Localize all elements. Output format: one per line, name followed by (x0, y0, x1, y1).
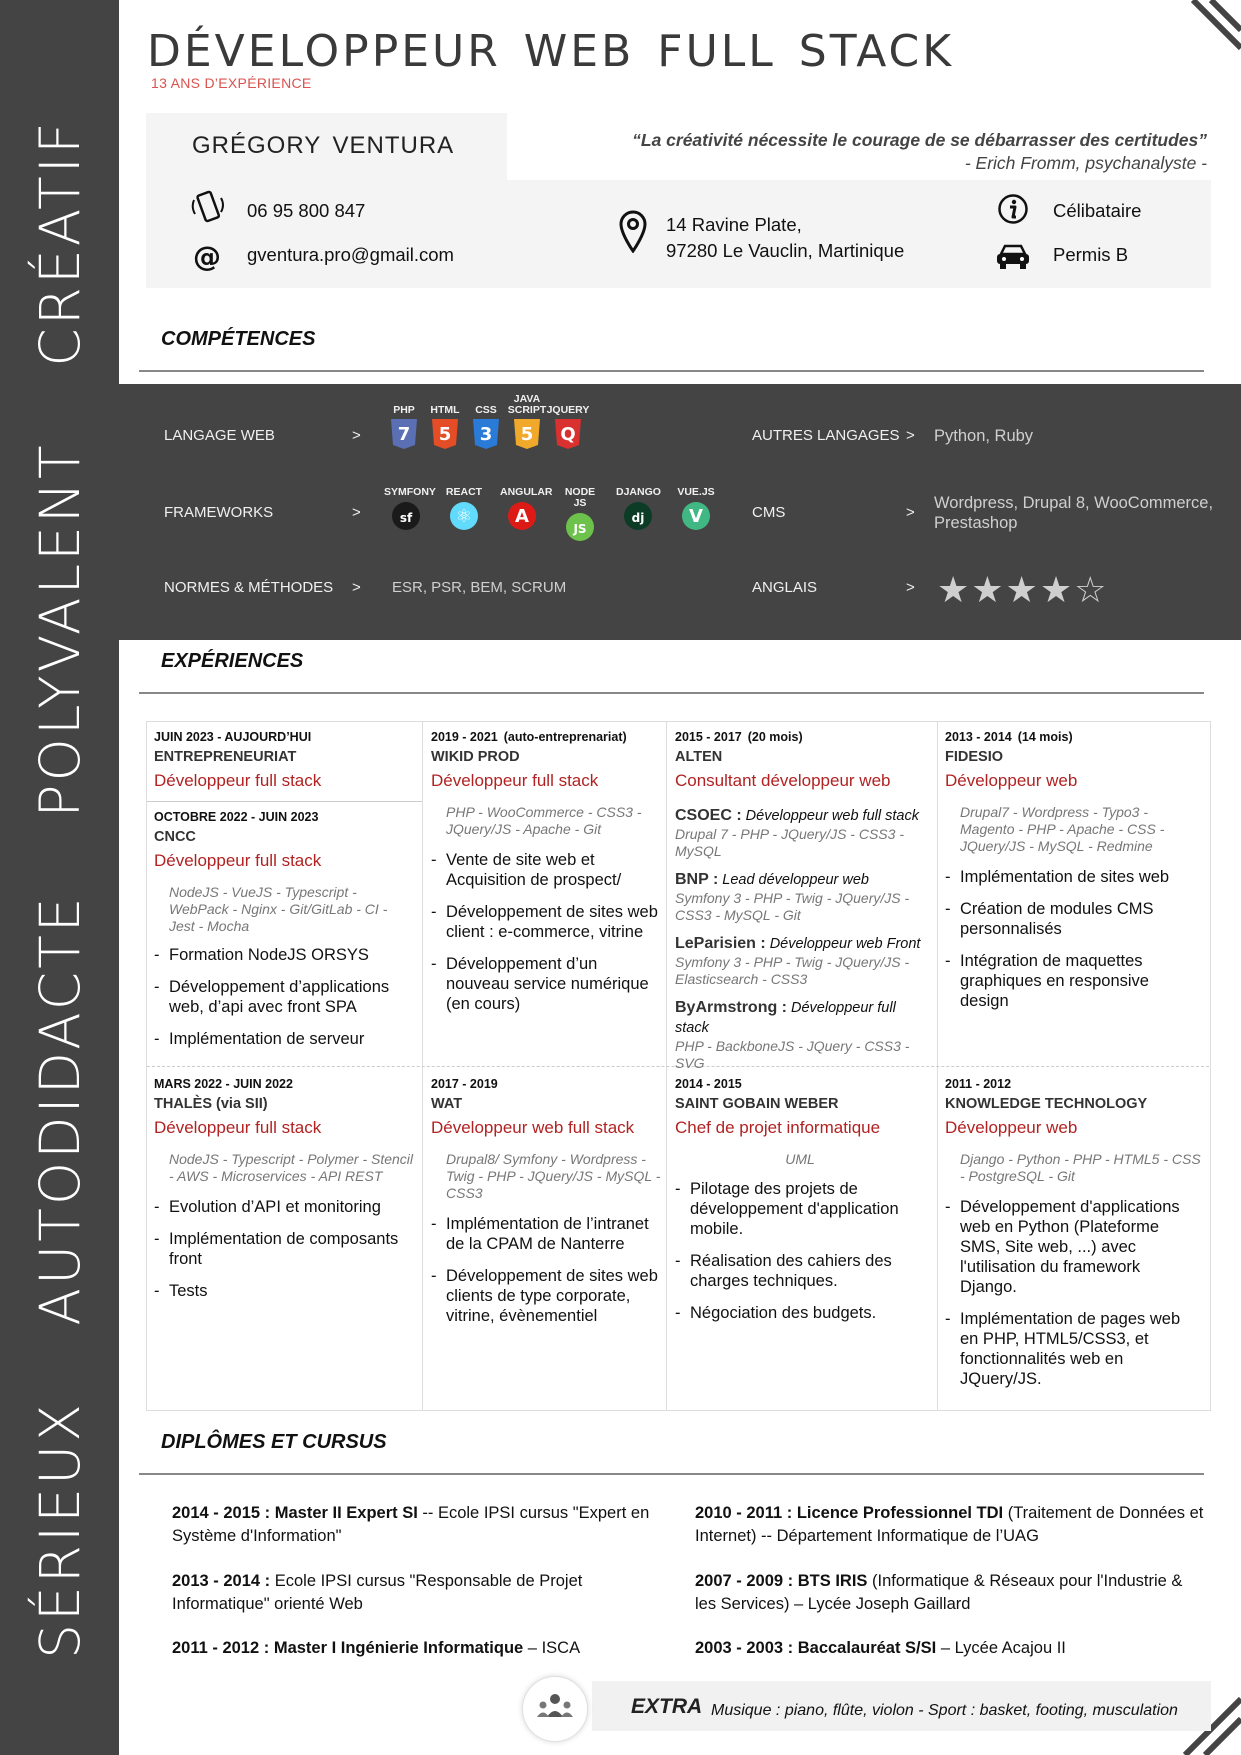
experience-company: WIKID PROD (431, 749, 520, 765)
diploma-item (172, 1502, 662, 1548)
mission-tags: Symfony 3 - PHP - Twig - JQuery/JS - CSS3 - MySQL - Git (675, 890, 910, 923)
experience-company: WAT (431, 1096, 463, 1112)
location-pin-icon (618, 209, 648, 253)
tech-name: VUE.JS (677, 486, 715, 498)
experience-fidesio (945, 730, 1201, 1023)
tech-badge-icon (391, 500, 421, 532)
diploma-item (695, 1570, 1205, 1616)
experience-bullets (945, 1197, 1201, 1389)
diploma-item (172, 1570, 662, 1616)
diploma-item (695, 1637, 1205, 1660)
tech-html-logo (423, 405, 467, 450)
experience-role: Développeur web full stack (431, 1118, 635, 1137)
bullet-item: - Implémentation de sites web (945, 867, 1201, 887)
mission-company: BNP : (675, 871, 719, 888)
page-subtitle: 13 ANS D’EXPÉRIENCE (151, 75, 312, 91)
svg-text:3: 3 (479, 424, 493, 445)
bullet-item: - Développement d'applications web en Python (Plateforme SMS, Site web, ...) avec l'utilisation du framework Django. (945, 1197, 1201, 1297)
diploma-title: 2014 - 2015 : Master II Expert SI (172, 1504, 418, 1522)
people-icon (523, 1677, 587, 1741)
diploma-detail: Ecole IPSI cursus "Responsable de Projet Informatique" orienté Web (172, 1572, 583, 1613)
experience-tags: Drupal8/ Symfony - Wordpress - Twig - PHP - JQuery/JS - MySQL - CSS3 (446, 1151, 661, 1201)
diploma-detail: -- Ecole IPSI cursus "Expert en Système d'Information" (172, 1504, 650, 1545)
bullet-item: - Développement de sites web client : e-commerce, vitrine (431, 902, 661, 942)
experience-date (431, 730, 661, 745)
tech-java-script-logo (505, 394, 549, 450)
experience-tags: NodeJS - VueJS - Typescript - WebPack - Nginx - Git/GitLab - CI - Jest - Mocha (169, 884, 388, 934)
bullet-item: - Développement de sites web clients de type corporate, vitrine, évènementiel (431, 1266, 661, 1326)
mission-company: ByArmstrong : (675, 999, 788, 1016)
marital-status: Célibataire (1053, 200, 1142, 221)
svg-text:JS: JS (573, 522, 587, 536)
experience-wat (431, 1077, 661, 1338)
experience-tags: Drupal7 - Wordpress - Typo3 - Magento - PHP - Apache - CSS - JQuery/JS - MySQL - Redmine (960, 804, 1165, 854)
tech-name: JQUERY (546, 404, 590, 416)
bullet-item: - Pilotage des projets de développement d'application mobile. (675, 1179, 925, 1239)
experience-bullets (154, 945, 416, 1049)
skill-arrow: > (906, 427, 915, 444)
diploma-detail: (Traitement de Données et Internet) -- Département Informatique de l’UAG (695, 1504, 1204, 1545)
experience-tags: PHP - WooCommerce - CSS3 - JQuery/JS - Apache - Git (446, 804, 642, 837)
bullet-item: - Implémentation de composants front (154, 1229, 416, 1269)
address-line-1: 14 Ravine Plate, (666, 214, 802, 235)
experience-tags: UML (785, 1151, 815, 1167)
experience-tags: Django - Python - PHP - HTML5 - CSS - PostgreSQL - Git (960, 1151, 1201, 1184)
section-title-extra: EXTRA (631, 1695, 703, 1718)
experience-saint-gobain (675, 1077, 925, 1335)
experience-role: Consultant développeur web (675, 771, 891, 790)
tech-badge-icon (430, 418, 460, 450)
section-title-competences: COMPÉTENCES (161, 328, 316, 350)
experience-date: 2011 - 2012 (945, 1077, 1012, 1091)
svg-text:V: V (689, 506, 703, 527)
bullet-item: - Implémentation de pages web en PHP, HTML5/CSS3, et fonctionnalités web en JQuery/JS. (945, 1309, 1201, 1389)
svg-text:7: 7 (397, 424, 411, 445)
quote-author: - Erich Fromm, psychanalyste - (964, 153, 1207, 173)
skill-label-web: LANGAGE WEB (164, 427, 275, 444)
bullet-item: - Développement d’un nouveau service numérique (en cours) (431, 954, 661, 1014)
section-title-experiences: EXPÉRIENCES (161, 650, 304, 672)
sidebar-word-creatif: CRÉATIF (28, 119, 92, 367)
section-title-diplomas: DIPLÔMES ET CURSUS (161, 1431, 387, 1453)
bullet-item: - Formation NodeJS ORSYS (154, 945, 416, 965)
experience-role: Développeur full stack (154, 1118, 322, 1137)
tech-react-logo (442, 487, 486, 532)
mission-csoec (675, 806, 932, 860)
svg-text:5: 5 (520, 424, 534, 445)
experience-company: KNOWLEDGE TECHNOLOGY (945, 1096, 1148, 1112)
svg-text:5: 5 (438, 424, 452, 445)
tech-name: PHP (393, 404, 415, 416)
tech-django-logo (616, 487, 660, 532)
experience-entreprenariat (154, 730, 416, 792)
skill-value-other: Python, Ruby (934, 427, 1034, 445)
mission-tags: Drupal 7 - PHP - JQuery/JS - CSS3 - MySQL (675, 826, 904, 859)
date-range: 2015 - 2017 (675, 730, 742, 744)
info-icon (997, 193, 1029, 225)
diploma-detail: – Lycée Acajou II (936, 1639, 1066, 1657)
skill-value-cms: Wordpress, Drupal 8, WooCommerce, Prestashop (934, 494, 1214, 532)
skill-value-norms: ESR, PSR, BEM, SCRUM (392, 579, 567, 596)
mission-role: Développeur web Front (769, 936, 921, 952)
experience-company: ALTEN (675, 749, 723, 765)
experience-wikid-prod (431, 730, 661, 1026)
sidebar-word-autodidacte: AUTODIDACTE (28, 894, 92, 1326)
skill-label-english: ANGLAIS (752, 579, 818, 596)
tech-angular-logo (500, 486, 553, 532)
skill-label-frameworks: FRAMEWORKS (164, 504, 274, 521)
diploma-title: 2013 - 2014 : (172, 1572, 271, 1590)
bullet-item: - Implémentation de l’intranet de la CPAM de Nanterre (431, 1214, 661, 1254)
tech-vue.js-logo (674, 487, 718, 532)
experience-role: Développeur full stack (154, 771, 322, 790)
bullet-item: - Implémentation de serveur (154, 1029, 416, 1049)
tech-badge-icon (512, 418, 542, 450)
experience-date: 2017 - 2019 (431, 1077, 498, 1091)
svg-text:Q: Q (560, 424, 576, 445)
skill-arrow: > (906, 504, 915, 521)
extra-badge (522, 1676, 588, 1742)
skill-arrow: > (352, 504, 361, 521)
quote-text: “La créativité nécessite le courage de se débarrasser des certitudes” (632, 130, 1207, 150)
tech-badge-icon (507, 500, 537, 532)
tech-badge-icon (449, 500, 479, 532)
svg-text:⚛: ⚛ (455, 506, 473, 527)
diploma-title: 2003 - 2003 : Baccalauréat S/SI (695, 1639, 937, 1657)
tech-name: NODE JS (564, 486, 596, 509)
tech-badge-icon (681, 500, 711, 532)
diploma-item (695, 1502, 1205, 1548)
tech-name: SYMFONY (384, 486, 436, 498)
experience-company: CNCC (154, 829, 196, 845)
mission-tags: PHP - BackboneJS - JQuery - CSS3 - SVG (675, 1038, 910, 1071)
sidebar-word-polyvalent: POLYVALENT (28, 442, 92, 818)
section-divider (139, 692, 1204, 694)
date-note: (auto-entreprenariat) (503, 730, 627, 744)
tech-php-logo (382, 405, 426, 450)
grid-divider (147, 801, 422, 803)
date-range: 2013 - 2014 (945, 730, 1012, 744)
skill-label-other: AUTRES LANGAGES (752, 427, 900, 444)
experience-tags: NodeJS - Typescript - Polymer - Stencil - AWS - Microservices - API REST (169, 1151, 414, 1184)
address-line-2: 97280 Le Vauclin, Martinique (666, 240, 905, 261)
experience-date: OCTOBRE 2022 - JUIN 2023 (154, 810, 319, 824)
page-title: DÉVELOPPEUR WEB FULL STACK (147, 26, 955, 77)
svg-text:sf: sf (399, 511, 413, 525)
tech-badge-icon (623, 500, 653, 532)
skill-label-norms: NORMES & MÉTHODES (164, 579, 334, 596)
diploma-item (172, 1637, 662, 1660)
bullet-item: - Vente de site web et Acquisition de prospect/ (431, 850, 661, 890)
tech-name: JAVA SCRIPT (507, 393, 547, 416)
phone-number[interactable]: 06 95 800 847 (247, 200, 366, 221)
experience-role: Développeur full stack (154, 851, 322, 870)
tech-name: DJANGO (616, 486, 661, 498)
driving-license: Permis B (1053, 244, 1129, 265)
experience-company: SAINT GOBAIN WEBER (675, 1096, 839, 1112)
phone-icon (190, 190, 226, 224)
sidebar-word-serieux: SÉRIEUX (28, 1401, 92, 1659)
experience-thales (154, 1077, 416, 1313)
tech-name: ANGULAR (500, 486, 553, 498)
mission-byarmstrong (675, 998, 932, 1072)
experience-knowledge-technology (945, 1077, 1201, 1401)
experience-cncc (154, 810, 416, 1061)
tech-badge-icon (471, 418, 501, 450)
experience-role: Développeur web (945, 1118, 1078, 1137)
english-rating-stars: ★★★★☆ (937, 569, 1109, 610)
mission-company: LeParisien : (675, 935, 766, 952)
tech-symfony-logo (384, 486, 436, 532)
corner-decoration-top (1185, 0, 1241, 56)
experience-company: THALÈS (via SII) (154, 1096, 268, 1112)
tech-name: REACT (445, 486, 483, 498)
mission-bnp (675, 870, 932, 924)
tech-badge-icon (553, 418, 583, 450)
experience-date: 2014 - 2015 (675, 1077, 742, 1091)
bullet-item: - Réalisation des cahiers des charges techniques. (675, 1251, 925, 1291)
experience-company: FIDESIO (945, 749, 1004, 765)
tech-node-js-logo (558, 487, 602, 543)
bullet-item: - Développement d’applications web, d’api avec front SPA (154, 977, 416, 1017)
mission-leparisien (675, 934, 932, 988)
skill-arrow: > (906, 579, 915, 596)
bullet-item: - Evolution d’API et monitoring (154, 1197, 416, 1217)
experience-date (945, 730, 1201, 745)
sidebar (0, 0, 119, 1755)
experience-date (675, 730, 932, 745)
date-range: 2019 - 2021 (431, 730, 498, 744)
experience-date: JUIN 2023 - AUJOURD’HUI (154, 730, 312, 744)
diploma-title: 2011 - 2012 : Master I Ingénierie Informatique (172, 1639, 524, 1657)
bullet-item: - Tests (154, 1281, 416, 1301)
tech-jquery-logo (546, 405, 590, 450)
experience-date: MARS 2022 - JUIN 2022 (154, 1077, 293, 1091)
car-icon (995, 242, 1031, 270)
experience-company: ENTREPRENEURIAT (154, 749, 297, 765)
extra-hobbies: Musique : piano, flûte, violon - Sport : basket, footing, musculation (711, 1702, 1178, 1719)
experience-alten (675, 730, 932, 1072)
section-divider (139, 370, 1204, 372)
bullet-item: - Création de modules CMS personnalisés (945, 899, 1201, 939)
experience-bullets (431, 850, 661, 1014)
quote (632, 129, 1207, 175)
experience-bullets (945, 867, 1201, 1011)
date-note: (20 mois) (747, 730, 803, 744)
date-note: (14 mois) (1017, 730, 1073, 744)
diploma-detail: (Informatique & Réseaux pour l'Industrie & les Services) – Lycée Joseph Gaillard (695, 1572, 1183, 1613)
diploma-title: 2010 - 2011 : Licence Professionnel TDI (695, 1504, 1004, 1522)
skill-arrow: > (352, 579, 361, 596)
bullet-item: - Intégration de maquettes graphiques en responsive design (945, 951, 1201, 1011)
experience-bullets (431, 1214, 661, 1326)
mission-role: Lead développeur web (722, 872, 869, 888)
tech-badge-icon (389, 418, 419, 450)
experience-role: Développeur full stack (431, 771, 599, 790)
mission-role: Développeur full stack (675, 1000, 896, 1036)
email-link[interactable]: gventura.pro@gmail.com (247, 244, 454, 265)
tech-name: CSS (475, 404, 497, 416)
mission-role: Développeur web full stack (745, 808, 919, 824)
tech-name: HTML (430, 404, 460, 416)
experience-role: Chef de projet informatique (675, 1118, 881, 1137)
section-divider (139, 1473, 1204, 1475)
diploma-title: 2007 - 2009 : BTS IRIS (695, 1572, 868, 1590)
tech-css-logo (464, 405, 508, 450)
mission-company: CSOEC : (675, 807, 742, 824)
tech-badge-icon (565, 511, 595, 543)
skill-arrow: > (352, 427, 361, 444)
bullet-item: - Négociation des budgets. (675, 1303, 925, 1323)
diploma-detail: – ISCA (523, 1639, 581, 1657)
experience-role: Développeur web (945, 771, 1078, 790)
experience-bullets (675, 1179, 925, 1323)
person-name: GRÉGORY VENTURA (192, 132, 455, 159)
experience-bullets (154, 1197, 416, 1301)
svg-text:A: A (515, 506, 529, 527)
at-icon: @ (193, 240, 221, 273)
mission-tags: Symfony 3 - PHP - Twig - JQuery/JS - Elasticsearch - CSS3 (675, 954, 910, 987)
skill-label-cms: CMS (752, 504, 786, 521)
svg-text:dj: dj (631, 511, 645, 525)
